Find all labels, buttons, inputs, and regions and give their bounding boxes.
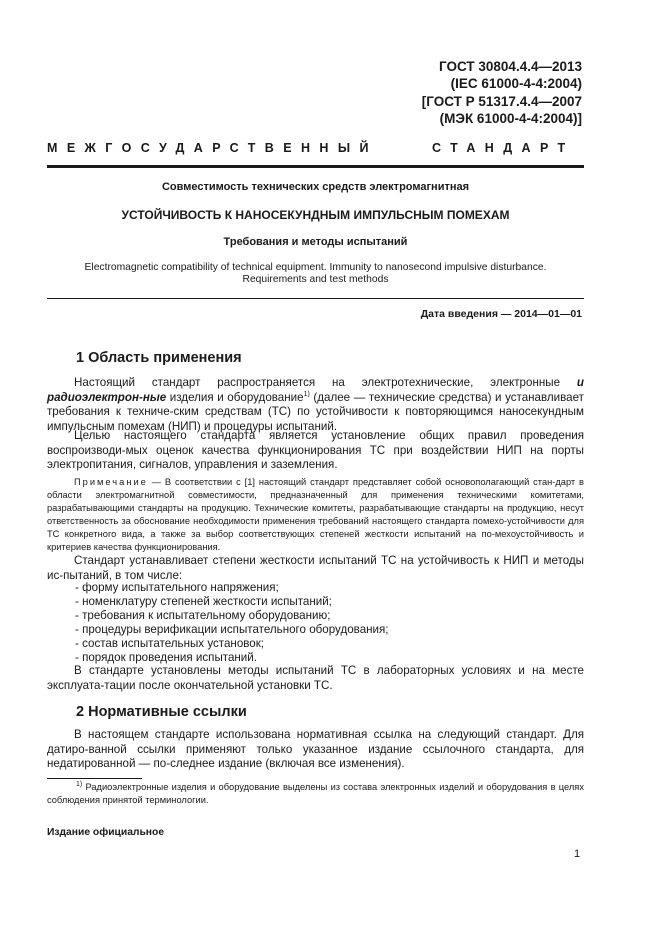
banner-right: СТАНДАРТ <box>432 141 575 155</box>
footnote-rule <box>47 778 142 779</box>
list-item: - процедуры верификации испытательного оборудования; <box>75 623 389 636</box>
list-item: - порядок проведения испытаний. <box>75 651 257 664</box>
list-item: - требования к испытательному оборудованию; <box>75 609 331 622</box>
title-english-2: Requirements and test methods <box>242 274 389 285</box>
section-1-heading: 1 Область применения <box>76 350 242 366</box>
section-1-note: Примечание — В соответствии с [1] настоящий стандарт представляет собой основополагающий стан-дарт в области электромагнитной совместимости, предназначенный для применения техническими комитетами, разрабатывающими стандарты на продукцию. Технические комитеты, разрабатывающие стандарты на продукцию, несут ответственность за обоснование необходимости применения требований настоящего стандарта помехо-устойчивости для ТС конкретного вида, а также за выбор соответствующих степеней жесткости испытаний на по-мехоустойчивость и критериев качества функционирования. <box>47 477 584 553</box>
banner-left: МЕЖГОСУДАРСТВЕННЫЙ <box>47 141 378 155</box>
title-english-1: Electromagnetic compatibility of technical equipment. Immunity to nanosecond impulsive disturbance. <box>84 262 547 273</box>
standard-code-3: [ГОСТ Р 51317.4.4—2007 <box>421 94 582 109</box>
title-subtitle: Требования и методы испытаний <box>223 236 408 248</box>
section-1-paragraph-2: Целью настоящего стандарта является установление общих правил проведения воспроизводи-мых оценок качества функционирования ТС при воздействии НИП на порты электропитания, сигналов, управления и заземления. <box>47 429 584 472</box>
title-rule <box>47 298 584 299</box>
title-line-1: Совместимость технических средств электромагнитная <box>161 181 470 193</box>
section-2-paragraph-1: В настоящем стандарте использована нормативная ссылка на следующий стандарт. Для датиро-ванной ссылки применяют только указанное издание ссылочного стандарта, для недатированной — по-следнее издание (включая все изменения). <box>47 728 584 771</box>
title-main: УСТОЙЧИВОСТЬ К НАНОСЕКУНДНЫМ ИМПУЛЬСНЫМ ПОМЕХАМ <box>121 208 510 222</box>
edition-label: Издание официальное <box>47 827 165 838</box>
header-rule <box>47 165 584 168</box>
section-1-paragraph-3: Стандарт устанавливает степени жесткости испытаний ТС на устойчивость к НИП и методы ис-пытаний, в том числе: <box>47 554 584 582</box>
list-item: - номенклатуру степеней жесткости испытаний; <box>75 595 332 608</box>
section-1-paragraph-4: В стандарте установлены методы испытаний ТС в лабораторных условиях и на месте эксплуата-тации после окончательной установки ТС. <box>47 664 584 692</box>
page-number: 1 <box>574 848 581 860</box>
intro-date: Дата введения — 2014—01—01 <box>420 308 582 320</box>
footnote: $^{1)}$ Радиоэлектронные изделия и оборудование выделены из состава электронных изделий и оборудования в целях соблюдения принятой терминологии. <box>47 780 584 806</box>
list-item: - состав испытательных установок; <box>75 637 265 650</box>
section-1-paragraph-1: Настоящий стандарт распространяется на электротехнические, электронные и радиоэлектрон-ные изделия и оборудование$^{1)}$ (далее — технические средства) и устанавливает требования к техниче-ским средствам (ТС) по устойчивости к повторяющимся наносекундным импульсным помехам (НИП) и процедуры испытаний. <box>47 376 584 433</box>
list-item: - форму испытательного напряжения; <box>75 581 279 594</box>
standard-code-1: ГОСТ 30804.4.4—2013 <box>439 59 582 74</box>
section-2-heading: 2 Нормативные ссылки <box>76 704 247 720</box>
standard-code-4: (МЭК 61000-4-4:2004)] <box>439 111 582 126</box>
standard-code-2: (IEC 61000-4-4:2004) <box>450 76 582 91</box>
